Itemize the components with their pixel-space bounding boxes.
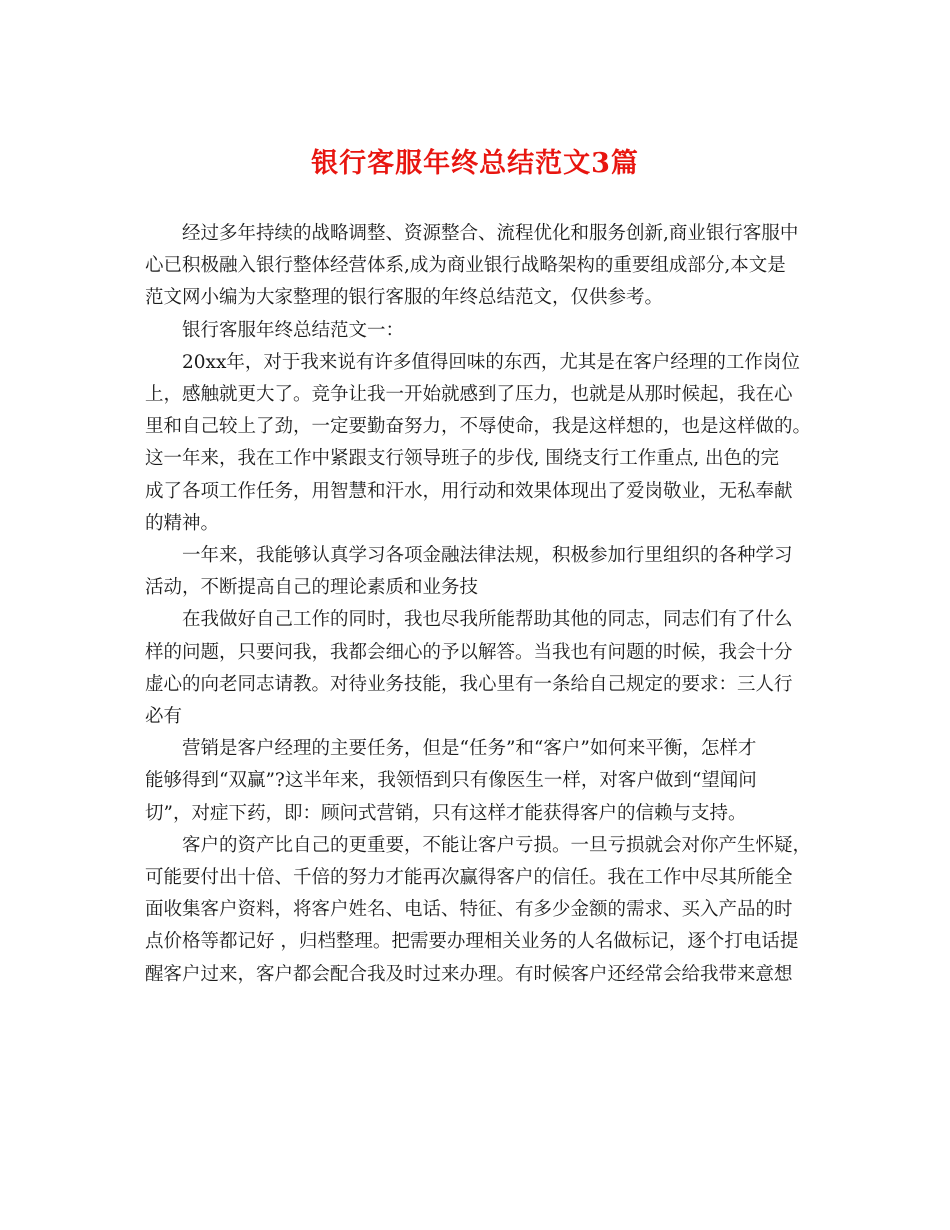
paragraph-line: 活动，不断提高自己的理论素质和业务技 — [145, 577, 479, 599]
paragraph-line: 可能要付出十倍、千倍的努力才能再次赢得客户的信任。我在工作中尽其所能全 — [145, 867, 793, 889]
paragraph-line: 经过多年持续的战略调整、资源整合、流程优化和服务创新,商业银行客服中 — [182, 223, 799, 244]
paragraph-line: 切”，对症下药，即：顾问式营销，只有这样才能获得客户的信赖与支持。 — [145, 802, 747, 824]
paragraph-line: 样的问题，只要问我，我都会细心的予以解答。当我也有问题的时候，我会十分 — [145, 641, 793, 663]
paragraph-line: 里和自己较上了劲，一定要勤奋努力，不辱使命，我是这样想的，也是这样做的。 — [145, 416, 812, 438]
body-paragraph — [145, 218, 813, 315]
document-title: 银行客服年终总结范文3篇 — [311, 148, 639, 179]
paragraph-line: 在我做好自己工作的同时，我也尽我所能帮助其他的同志，同志们有了什么 — [182, 609, 793, 631]
paragraph-line: 这一年来，我在工作中紧跟支行领导班子的步伐, 围绕支行工作重点, 出色的完 — [145, 448, 780, 470]
paragraph-line: 虚心的向老同志请教。对待业务技能，我心里有一条给自己规定的要求：三人行 — [145, 673, 793, 695]
paragraph-line: 能够得到“双赢”?这半年来，我领悟到只有像医生一样，对客户做到“望闻问 — [145, 770, 757, 792]
body-paragraph — [145, 604, 813, 733]
body-paragraph — [145, 733, 813, 830]
paragraph-line: 醒客户过来，客户都会配合我及时过来办理。有时候客户还经常会给我带来意想 — [145, 963, 793, 985]
paragraph-line: 点价格等都记好 ，归档整理。把需要办理相关业务的人名做标记，逐个打电话提 — [145, 931, 799, 953]
body-paragraph — [145, 830, 813, 991]
body-paragraph — [145, 315, 813, 347]
paragraph-line: 上，感触就更大了。竞争让我一开始就感到了压力，也就是从那时候起，我在心 — [145, 384, 793, 406]
paragraph-line: 的精神。 — [145, 512, 220, 534]
paragraph-line: 20xx年，对于我来说有许多值得回味的东西，尤其是在客户经理的工作岗位 — [182, 351, 800, 373]
paragraph-line: 范文网小编为大家整理的银行客服的年终总结范文，仅供参考。 — [145, 287, 664, 309]
paragraph-line: 营销是客户经理的主要任务，但是“任务”和“客户”如何来平衡，怎样才 — [182, 738, 757, 760]
paragraph-line: 必有 — [145, 706, 183, 728]
paragraph-line: 面收集客户资料，将客户姓名、电话、特征、有多少金额的需求、买入产品的时 — [145, 899, 793, 921]
paragraph-line: 心已积极融入银行整体经营体系,成为商业银行战略架构的重要组成部分,本文是 — [145, 255, 786, 277]
document-body — [145, 218, 813, 991]
paragraph-line: 银行客服年终总结范文一： — [182, 319, 405, 341]
paragraph-line: 一年来，我能够认真学习各项金融法律法规，积极参加行里组织的各种学习 — [182, 545, 793, 567]
paragraph-line: 成了各项工作任务，用智慧和汗水，用行动和效果体现出了爱岗敬业，无私奉献 — [145, 480, 793, 502]
body-paragraph — [145, 347, 813, 540]
paragraph-line: 客户的资产比自己的更重要，不能让客户亏损。一旦亏损就会对你产生怀疑， — [182, 834, 812, 856]
body-paragraph — [145, 540, 813, 604]
